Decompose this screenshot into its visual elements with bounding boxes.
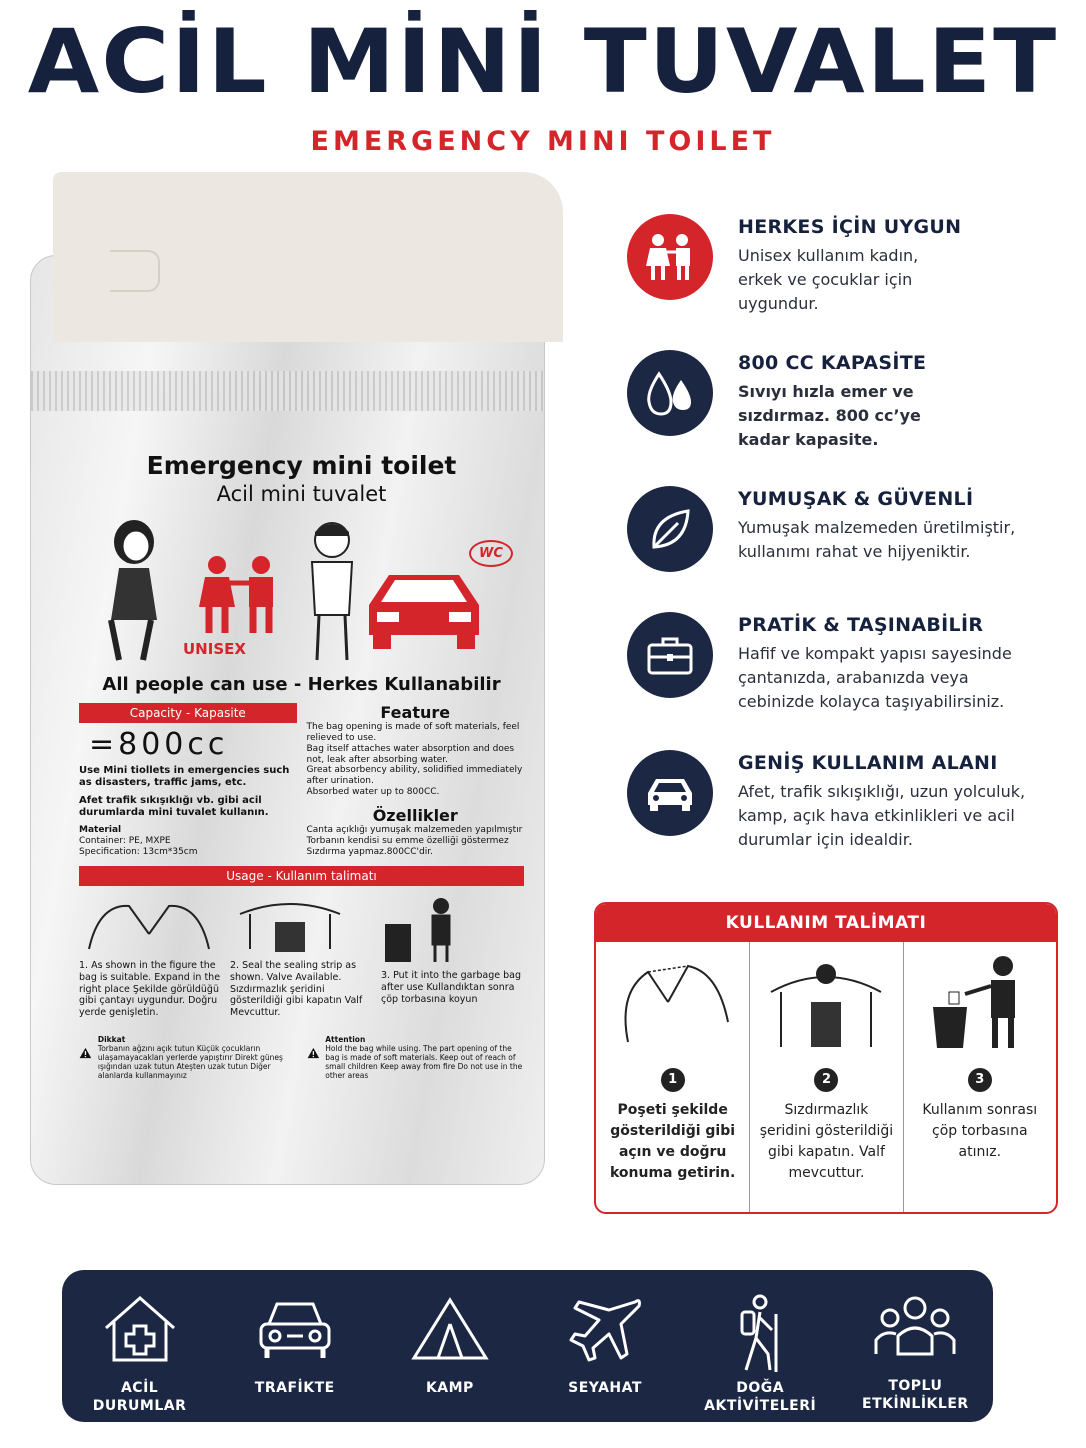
use-toplu: [853, 1294, 978, 1413]
usage-label: Usage - Kullanım talimatı: [79, 866, 524, 886]
feature-line-4: Absorbed water up to 800CC.: [306, 786, 440, 797]
people-line: All people can use - Herkes Kullanabilir: [102, 674, 501, 695]
hands-seal-icon: [761, 952, 891, 1052]
usage-instructions: [594, 902, 1058, 1214]
woman-icon: [99, 520, 169, 665]
feature-desc: Unisex kullanım kadın, erkek ve çocuklar için uygundur.: [738, 246, 919, 313]
ozellik-line-1: Canta açıklığı yumuşak malzemeden yapılmıştır: [306, 824, 523, 835]
wc-bubble: WC: [469, 540, 513, 567]
step-number: 1: [661, 1068, 685, 1092]
ozellik-line-3: Sızdırma yapmaz.800CC'dir.: [306, 846, 433, 857]
step-number: 3: [968, 1068, 992, 1092]
dikkat-text: Torbanın ağzını açık tutun Küçük çocukların ulaşamayacakları yerlerde yapıştırır Direkt güneş ışığından uzak tutun Ateşten uzak tutun Diğer alanlarda kullanmayınız: [97, 1044, 283, 1081]
warning-icon: [307, 1035, 320, 1071]
feature-desc: Afet, trafik sıkışıklığı, uzun yolculuk, kamp, açık hava etkinlikleri ve acil durumlar için idealdir.: [738, 782, 1026, 849]
car-front-icon: [255, 1294, 335, 1364]
feature-kapasite: [627, 350, 1067, 452]
trash-person-icon: [925, 952, 1035, 1052]
step-text: Sızdırmazlık şeridini gösterildiği gibi kapatın. Valf mevcuttur.: [759, 1102, 894, 1181]
package-step-3-text: 3. Put it into the garbage bag after use Kullandıktan sonra çöp torbasına koyun: [381, 969, 522, 1005]
instructions-title: KULLANIM TALİMATI: [596, 904, 1056, 942]
use-acil: [77, 1294, 202, 1415]
hands-seal-icon: [230, 894, 350, 954]
feature-title: HERKES İÇİN UYGUN: [738, 216, 962, 238]
material-heading: Material: [79, 825, 122, 836]
use-seyahat: [543, 1294, 668, 1398]
feature-title: YUMUŞAK & GÜVENLİ: [738, 488, 974, 510]
package-step-2-text: 2. Seal the sealing strip as shown. Valve Available. Sızdırmazlık şeridini gösterildiği gibi kapatın Valf Mevcuttur.: [230, 959, 363, 1019]
capacity-label: Capacity - Kapasite: [79, 703, 297, 723]
attention-heading: Attention: [325, 1035, 366, 1045]
tent-icon: [410, 1294, 490, 1364]
feature-title: 800 CC KAPASİTE: [738, 352, 927, 374]
children-icon: [627, 214, 713, 300]
feature-desc: Yumuşak malzemeden üretilmiştir, kullanımı rahat ve hijyeniktir.: [738, 518, 1016, 561]
product-package: [30, 255, 545, 1185]
feature-yumusak: [627, 486, 1067, 572]
hiker-icon: [730, 1294, 790, 1374]
package-illustration: [79, 520, 524, 670]
use-label: SEYAHAT: [568, 1380, 642, 1396]
spout-notch: [110, 250, 160, 292]
feature-title: PRATİK & TAŞINABİLİR: [738, 614, 984, 636]
unisex-label: UNISEX: [183, 640, 246, 658]
ozellik-line-2: Torbanın kendisi su emme özelliği göstermez: [306, 835, 509, 846]
step-text: Poşeti şekilde gösterildiği gibi açın ve doğru konuma getirin.: [609, 1102, 736, 1181]
instruction-step-3: [903, 942, 1056, 1214]
warning-icon: [79, 1035, 92, 1071]
package-step-2: [230, 894, 373, 1019]
instruction-step-2: [749, 942, 902, 1214]
usage-areas-bar: [62, 1270, 993, 1422]
material-line-1: Container: PE, MXPE: [79, 836, 171, 847]
use-kamp: [387, 1294, 512, 1398]
capacity-value: =800cc: [89, 727, 229, 763]
feature-line-3: Great absorbency ability, solidified immediately after urination.: [306, 765, 523, 787]
feature-line-1: The bag opening is made of soft materials, feel relieved to use.: [306, 722, 520, 743]
leaf-icon: [627, 486, 713, 572]
package-title-tr: Acil mini tuvalet: [216, 482, 387, 506]
feature-column: [307, 703, 525, 858]
dikkat-block: [79, 1035, 297, 1080]
attention-block: [307, 1035, 525, 1080]
red-car-icon: [359, 560, 489, 650]
zip-seal: [31, 371, 545, 411]
package-steps: [79, 894, 524, 1019]
use-label: DOĞA AKTİVİTELERİ: [704, 1380, 817, 1414]
capacity-text-en: Use Mini tiollets in emergencies such as disasters, traffic jams, etc.: [79, 765, 290, 789]
hands-open-icon: [79, 894, 219, 954]
hands-open-icon: [608, 952, 738, 1052]
plane-icon: [565, 1294, 645, 1364]
instruction-step-1: [596, 942, 749, 1214]
house-plus-icon: [100, 1294, 180, 1364]
trash-person-icon: [381, 894, 471, 964]
package-warnings: [79, 1035, 524, 1080]
use-label: TOPLU ETKİNLİKLER: [862, 1378, 969, 1412]
feature-herkes: [627, 214, 1067, 316]
children-icon: [189, 555, 289, 635]
package-step-3: [381, 894, 524, 1019]
material-line-2: Specification: 13cm*35cm: [79, 846, 198, 857]
briefcase-icon: [627, 612, 713, 698]
package-title-en: Emergency mini toilet: [146, 451, 457, 480]
step-text: Kullanım sonrası çöp torbasına atınız.: [922, 1102, 1038, 1160]
ozellik-heading: Özellikler: [372, 805, 458, 825]
use-label: KAMP: [425, 1380, 474, 1396]
feature-genis: [627, 750, 1067, 852]
capacity-text-tr: Afet trafik sıkışıklığı vb. gibi acil durumlarda mini tuvalet kullanın.: [79, 795, 269, 819]
package-step-1-text: 1. As shown in the figure the bag is suitable. Expand in the right place Şekilde görüldüğü gibi çantayı uygundur. Doğru yerde genişletin.: [79, 959, 221, 1019]
use-doga: [698, 1294, 823, 1415]
feature-title: GENİŞ KULLANIM ALANI: [738, 752, 998, 774]
drops-icon: [627, 350, 713, 436]
feature-line-2: Bag itself attaches water absorption and does not, leak after absorbing water.: [306, 743, 515, 765]
attention-text: Hold the bag while using. The part opening of the bag is made of soft materials. Keep out of reach of small children Keep away from fire Do not use in the other areas: [325, 1044, 523, 1081]
dikkat-heading: Dikkat: [97, 1035, 126, 1045]
group-icon: [870, 1294, 960, 1364]
feature-desc: Hafif ve kompakt yapısı sayesinde çantanızda, arabanızda veya cebinizde kolayca taşıyabilirsiniz.: [738, 644, 1012, 711]
man-icon: [297, 520, 367, 665]
capacity-column: [79, 703, 297, 858]
feature-desc: Sıvıyı hızla emer ve sızdırmaz. 800 cc’ye kadar kapasite.: [738, 382, 921, 449]
use-label: TRAFİKTE: [254, 1380, 335, 1396]
car-icon: [627, 750, 713, 836]
use-trafik: [232, 1294, 357, 1398]
feature-heading: Feature: [380, 703, 451, 722]
package-label: [79, 451, 524, 1080]
step-number: 2: [814, 1068, 838, 1092]
page-subtitle: EMERGENCY MINI TOILET: [310, 126, 776, 157]
page-title: ACİL MİNİ TUVALET: [27, 10, 1059, 113]
package-step-1: [79, 894, 222, 1019]
feature-pratik: [627, 612, 1067, 714]
use-label: ACİL DURUMLAR: [92, 1380, 187, 1414]
package-info-grid: [79, 703, 524, 858]
